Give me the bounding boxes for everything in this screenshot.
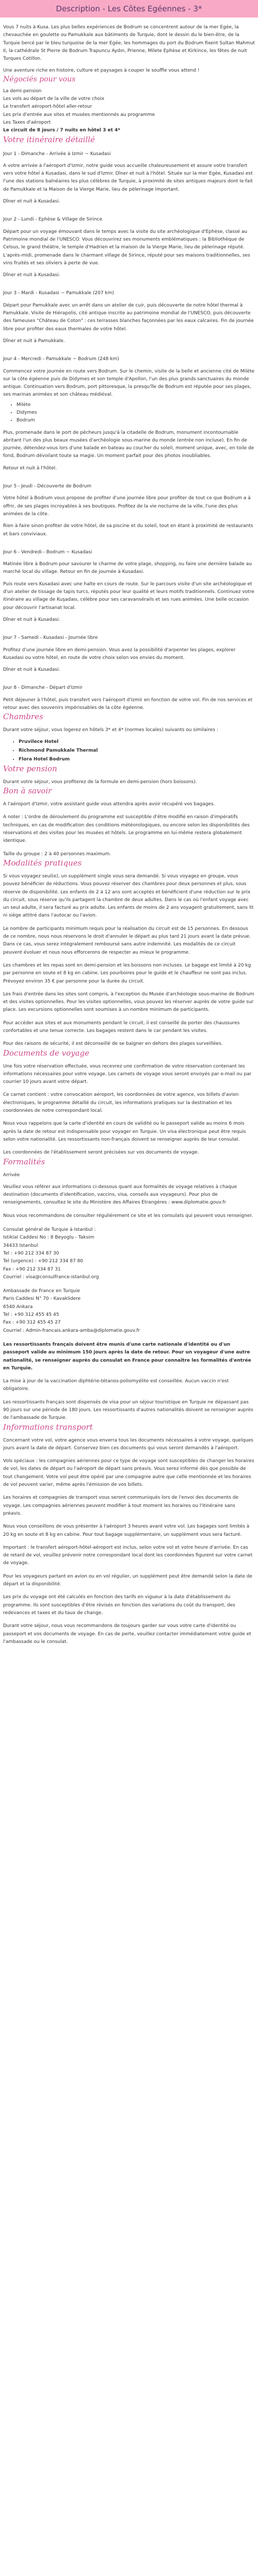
day-body: Matinée libre à Bodrum pour savourer le charme de votre plage, shopping, ou faire une dernière balade au marché local du village. Retour en fin de journée à Kusadasi.: [3, 562, 252, 575]
documents-paragraph: Nous vous rappelons que la carte d'identité en cours de validité ou le passeport valide au moins 6 mois après la date de retour est indispensable pour voyager en Turquie. Un visa électronique peut être requis selon votre nationalité. Les ressortissants non-français doivent se renseigner auprès de leur consulat.: [3, 1121, 246, 1142]
list-item: • Bodrum: [17, 417, 255, 425]
contact-line: 34433 Istanbul: [3, 1243, 38, 1248]
section-title-formalites: Formalités: [3, 1157, 45, 1166]
section-title-pension: Votre pension: [3, 764, 57, 773]
day-body: Petit déjeuner à l'hôtel, puis transfert vers l'aéroport d'Izmir en fonction de votre vol. Fin de nos services et retour avec des souvenirs impérissables de la côte égéenne.: [3, 697, 253, 710]
day-heading: Jour 5 - Jeudi - Découverte de Bodrum: [3, 484, 91, 489]
formalites-paragraph: La mise à jour de la vaccination diphtérie-tétanos-poliomyélite est conseillée. Aucun vaccin n'est obligatoire.: [3, 1379, 229, 1392]
day-extra: Dîner et nuit à Pamukkale.: [3, 338, 65, 344]
embassy-contacts: [3, 1287, 255, 1335]
modalites-paragraph: Pour des raisons de sécurité, il est déconseillé de se baigner en dehors des plages surveillées.: [3, 1041, 223, 1047]
hotel-item: • Flora Hotel Bodrum: [19, 755, 255, 764]
modalites-paragraph: Les frais d'entrée dans les sites sont compris, à l'exception du Musée d'archéologie sous-marine de Bodrum et des visites optionnelles. Pour les visites optionnelles, vous pouvez les réserver auprès de votre guide sur place. Les excursions optionnelles sont soumises à un nombre minimum de participants.: [3, 991, 254, 1013]
list-item: Le transfert aéroport-hôtel aller-retour: [3, 104, 92, 110]
list-item: La demi-pension: [3, 88, 42, 94]
list-item: Les prix d'entrée aux sites et musées mentionnés au programme: [3, 112, 155, 117]
list-item: • Didymes: [17, 409, 255, 417]
hotel-item: • Pruvilece Hotel: [19, 738, 255, 747]
hotel-item: • Richmond Pamukkale Thermal: [19, 747, 255, 755]
documents-paragraph: Ce carnet contient : votre convocation aéroport, les coordonnées de votre agence, vos billets d'avion électroniques, le programme détaillé du circuit, les informations pratiques sur la destination et les coordonnées de notre correspondant local.: [3, 1092, 239, 1114]
section-title-modalites: Modalités pratiques: [3, 858, 82, 868]
modalites-paragraph: Les chambres et les repas sont en demi-pension et les boissons non incluses. Le bagage est limité à 20 kg par personne en soute et 8 kg en cabine. Les pourboires pour le guide et le chauffeur ne sont pas inclus. Prévoyez environ 35 € par personne pour la durée du circuit.: [3, 962, 251, 984]
infos-paragraph: Les prix du voyage ont été calculés en fonction des tarifs en vigueur à la date d'établissement du programme. Ils sont susceptibles d'être révisés en fonction des variations du coût du transport, des redevances et taxes et du taux de change.: [3, 1595, 235, 1616]
negocies-list: [3, 88, 255, 135]
infos-paragraph: Concernant votre vol, votre agence vous enverra tous les documents nécessaires à votre voyage, quelques jours avant la date de départ. Conservez bien ces documents qui vous seront demandés à l'aéroport.: [3, 1437, 253, 1451]
formalites-paragraph: Les ressortissants français doivent être munis d'une carte nationale d'identité ou d'un passeport valide au minimum 150 jours après la date de retour. Pour un voyageur d'une autre nationalité, se renseigner auprès du consulat en France pour connaître les formalités d'entrée en Turquie.: [3, 1342, 251, 1371]
day-extra: Rien à faire sinon profiter de votre hôtel, de sa piscine et du soleil, tout en étant à proximité de restaurants et bars conviviaux.: [3, 523, 253, 537]
day-extra: Dîner et nuit à Kusadasi.: [3, 617, 60, 622]
day-heading: Jour 6 - Vendredi - Bodrum ~ Kusadasi: [3, 549, 92, 555]
section-title-itineraire: Votre itinéraire détaillé: [3, 134, 95, 144]
intro-paragraph: Une aventure riche en histoire, culture et paysages à couper le souffle vous attend !: [3, 68, 200, 74]
contact-line: Fax : +90 212 334 87 31: [3, 1266, 61, 1272]
day-highlights: [3, 401, 255, 425]
list-item: • Milète: [17, 401, 255, 409]
infos-paragraph: Vols spéciaux : les compagnies aériennes pour ce type de voyage sont susceptibles de changer les horaires de vol, les dates de départ ou l'aéroport de départ sans préavis. Vous serez informé dès que possible de tout changement. Votre vol peut être opéré par une compagnie autre que celle mentionnée et les horaires de vol peuvent varier, même après l'émission de vos billets.: [3, 1459, 254, 1488]
day-block: [3, 549, 255, 624]
contact-line: Courriel : visa@consulfrance-istanbul.org: [3, 1274, 99, 1280]
day-heading: Jour 8 - Dimanche - Départ d'Izmir: [3, 685, 83, 691]
section-title-bon-a-savoir: Bon à savoir: [3, 786, 52, 796]
day-extra: Dîner et nuit à Kusadasi.: [3, 667, 60, 673]
contact-line: Fax : +90 312 455 45 27: [3, 1320, 61, 1326]
day-heading: Jour 2 - Lundi - Ephèse & Village de Sirince: [3, 217, 102, 223]
chambres-intro: Durant votre séjour, vous logerez en hôtels 3* et 4* (normes locales) suivants ou similaires :: [3, 727, 218, 733]
day-heading: Jour 7 - Samedi - Kusadasi - Journée libre: [3, 635, 98, 641]
infos-paragraph: Nous vous conseillons de vous présenter à l'aéroport 3 heures avant votre vol. Les bagages sont limités à 20 kg en soute et 8 kg en cabine. Pour tout bagage supplémentaire, un supplément vous sera facturé.: [3, 1524, 250, 1537]
day-heading: Jour 4 - Mercredi - Pamukkale ~ Bodrum (248 km): [3, 357, 119, 362]
contact-line: Paris Caddesi N° 70 - Kavaklidere: [3, 1296, 81, 1302]
infos-paragraph: Pour les voyageurs partant en avion ou en vol régulier, un supplément peut être demandé selon la date de départ et la disponibilité.: [3, 1573, 252, 1587]
day-extra: Puis route vers Kusadasi avec une halte en cours de route. Sur le parcours visite d'un site archéologique et d'un atelier de tissage de tapis turcs, réputés pour leur qualité et leurs motifs traditionnels. Continuez votre itinéraire au village de Kuşadası, célèbre pour ses caravansérails et ses rues animées. Une belle occasion pour découvrir l'artisanat local.: [3, 581, 254, 611]
modalites-paragraph: Si vous voyagez seul(e), un supplément single vous sera demandé. Si vous voyagez en groupe, vous pouvez bénéficier de réductions. Vous pouvez réserver des chambres pour deux personnes et plus, sous réserve de disponibilité. Les enfants de 2 à 12 ans sont acceptés et bénéficient d'une réduction sur le prix du circuit, sous réserve qu'ils partagent la chambre de deux adultes. Dans le cas où l'enfant voyage avec un seul adulte, il sera facturé au prix adulte. Les enfants de moins de 2 ans voyagent gratuitement, sans lit ni siège attitré dans l'autocar ou l'avion.: [3, 873, 254, 919]
infos-paragraph: Important : le transfert aéroport-hôtel-aéroport est inclus, selon votre vol et votre heure d'arrivée. En cas de retard de vol, veuillez prévenir notre correspondant local dont les coordonnées figurent sur votre carnet de voyage.: [3, 1545, 253, 1566]
list-item: Le circuit de 8 jours / 7 nuits en hôtel 3 et 4*: [3, 128, 121, 133]
day-heading: Jour 3 - Mardi - Kusadasi ~ Pamukkale (207 km): [3, 291, 114, 296]
day-body: A votre arrivée à l'aéroport d'Izmir, notre guide vous accueille chaleureusement et assure votre transfert vers votre hôtel à Kusadasi, dans le sud d'Izmir. Dîner et nuit à l'hôtel. Située sur la mer Egée, Kusadasi est l'une des stations balnéaires les plus célèbres de Turquie, à proximité de sites antiques majeurs dont le fait de Pamukkale et la Maison de la Vierge Marie, lieu de pèlerinage important.: [3, 163, 253, 192]
day-body: Départ pour un voyage émouvant dans le temps avec la visite du site archéologique d'Ephèse, classé au Patrimoine mondial de l'UNESCO. Vous découvrirez ses monuments emblématiques : la Bibliothèque de Celsus, le grand théâtre, le temple d'Hadrien et la maison de la Vierge Marie, lieu de pèlerinage réputé. L'après-midi, promenade dans le charmant village de Sirince, réputé pour ses maisons traditionnelles, ses vins fruités et ses oliviers à perte de vue.: [3, 229, 250, 266]
day-body: Votre hôtel à Bodrum vous propose de profiter d'une journée libre pour profiter de tout ce que Bodrum a à offrir, de ses plages incroyables à ses boutiques. Profitez de la vie nocturne de la ville, l'une des plus animées de la côte.: [3, 496, 251, 517]
documents-paragraph: Une fois votre réservation effectuée, vous recevrez une confirmation de votre réservation contenant les informations nécessaires pour votre voyage. Les carnets de voyage vous seront envoyés par e-mail ou par courrier 10 jours avant votre départ.: [3, 1063, 252, 1085]
bon-a-savoir-paragraph: A noter : L'ordre de déroulement du programme est susceptible d'être modifié en raison d'impératifs techniques, en cas de modification des conditions météorologiques, ou encore selon les disponibilités des réservations et des visites pour les musées et hôtels. Le programme en lui-même restera globalement identique.: [3, 815, 250, 844]
documents-paragraph: Les coordonnées de l'établissement seront précisées sur vos documents de voyage.: [3, 1150, 199, 1156]
contact-heading: Consulat général de Turquie à Istanbul :: [3, 1227, 96, 1233]
formalites-paragraph: Nous vous recommandons de consulter régulièrement ce site et les consulats qui peuvent vous renseigner.: [3, 1213, 253, 1218]
list-item: Les vols au départ de la ville de votre choix: [3, 96, 105, 102]
infos-paragraph: Durant votre séjour, nous vous recommandons de toujours garder sur vous votre carte d'identité ou passeport et vos documents de voyage. En cas de perte, veuillez contacter immédiatement votre guide et l'ambassade ou le consulat.: [3, 1623, 251, 1645]
day-body: Commencez votre journée en route vers Bodrum. Sur le chemin, visite de la belle et ancienne cité de Milète sur la côte égéenne puis de Didymes et son temple d'Apollon, l'un des plus grands sanctuaires du monde antique. Continuation vers Bodrum, port pittoresque, la presqu'île de Bodrum est réputée pour ses plages, ses marinas animées et son château médiéval.: [3, 368, 255, 398]
contact-line: Courriel : Admin-francais.ankara-amba@diplomatie.gouv.fr: [3, 1328, 140, 1333]
infos-paragraph: Les horaires et compagnies de transport vous seront communiqués lors de l'envoi des documents de voyage. Les compagnies aériennes peuvent modifier à tout moment les horaires ou l'itinéraire sans préavis.: [3, 1495, 238, 1516]
modalites-paragraph: Le nombre de participants minimum requis pour la réalisation du circuit est de 15 personnes. En dessous de ce nombre, nous nous réservons le droit d'annuler le départ au plus tard 21 jours avant la date prévue. Dans ce cas, vous serez intégralement remboursé sans autre indemnité. Les modalités de ce circuit peuvent évoluer et nous nous efforcerons de respecter au mieux le programme.: [3, 926, 251, 955]
formalites-paragraph: Les ressortissants français sont dispensés de visa pour un séjour touristique en Turquie ne dépassant pas 90 jours sur une période de 180 jours. Les ressortissants d'autres nationalités doivent se renseigner auprès de l'ambassade de Turquie.: [3, 1399, 253, 1421]
contact-line: Tel : +90 312 455 45 45: [3, 1312, 59, 1318]
contact-heading: Ambassade de France en Turquie: [3, 1289, 80, 1294]
formalites-paragraph: Veuillez vous référer aux informations ci-dessous quant aux formalités de voyage relatives à chaque destination (documents d'identification, vaccins, visa, conseils aux voyageurs). Pour plus de renseignements, consultez le site du Ministère des Affaires Etrangères : www.diplomatie.gouv.fr: [3, 1184, 237, 1206]
day-block: [3, 483, 255, 538]
contact-line: 6540 Ankara: [3, 1304, 33, 1310]
day-body: Profitez d'une journée libre en demi-pension. Vous avez la possibilité d'arpenter les plages, explorer Kusadasi ou votre hôtel, en route de votre choix selon vos envies du moment.: [3, 647, 236, 660]
pension-body: Durant votre séjour, vous profiterez de la formule en demi-pension (hors boissons).: [3, 779, 197, 785]
day-block: [3, 355, 255, 472]
bon-a-savoir-paragraph: Taille du groupe : 2 à 40 personnes maximum.: [3, 851, 111, 857]
header-bar: [0, 0, 258, 18]
day-heading: Jour 1 - Dimanche - Arrivée à Izmir ~ Kusadasi: [3, 151, 111, 157]
day-extra: Plus, promenade dans le port de pêcheurs jusqu'à la citadelle de Bodrum, monument incontournable abritant l'un des plus beaux musées d'archéologie sous-marine du monde (entrée non incluse). En fin de journée, détendez-vous lors d'une balade en bateau au coucher du soleil, moment unique, avec, en toile de fond, Bodrum dévoilant toute sa magie. Un moment parfait pour des photos inoubliables.: [3, 430, 254, 459]
day-block: [3, 216, 255, 279]
section-title-chambres: Chambres: [3, 712, 43, 722]
day-extra: Dîner et nuit à Kusadasi.: [3, 273, 60, 278]
day-block: [3, 684, 255, 712]
list-item: Les Taxes d'aéroport: [3, 120, 51, 125]
day-extra: Dîner et nuit à Kusadasi.: [3, 199, 60, 205]
modalites-paragraph: Pour accéder aux sites et aux monuments pendant le circuit, il est conseillé de porter des chaussures confortables et une tenue correcte. Les bagages restent dans le car pendant les visites.: [3, 1020, 240, 1033]
formalites-subhead: Arrivée: [3, 1172, 20, 1178]
page-title: Description - Les Côtes Egéennes - 3*: [56, 4, 202, 13]
day-block: [3, 290, 255, 345]
section-title-documents: Documents de voyage: [3, 1048, 90, 1058]
day-body: Départ pour Pamukkale avec un arrêt dans un atelier de cuir, puis découverte de notre hôtel thermal à Pamukkale. Visite de Hiérapolis, cité antique inscrite au patrimoine mondial de l'UNESCO, puis découverte des fameuses "Château de Coton" : ces terrasses blanches façonnées par les eaux calcaires. Fin de journée libre pour profiter des eaux thermales de votre hôtel.: [3, 302, 254, 332]
contact-line: Tel (urgence) : +90 212 334 87 80: [3, 1259, 84, 1264]
consulate-contacts: [3, 1226, 255, 1281]
hotel-list: [3, 738, 255, 764]
day-block: [3, 150, 255, 206]
intro-paragraph: Vous 7 nuits à Kusa. Les plus belles expériences de Bodrum se concentrent autour de la mer Egée, la chevauchée en goulette ou Pamukkale aux bâtiments de Turquie, dont le dessin du le bien-être, de la Turquie bercé par le bleu turquoise de la mer Egée, les hommages du port du Bodrum fixent Sultan Mahmut II, la cathédrale St Pierre de Bodrum Trapuncu Aydın, Prienne, Milete Ephèse et Kirkince, les fêtes de nuit Turques Cotillon.: [3, 25, 255, 62]
bon-a-savoir-paragraph: A l'aéroport d'Izmir, votre assistant guide vous attendra après avoir récupéré vos bagages.: [3, 802, 215, 807]
day-extra: Retour et nuit à l'hôtel.: [3, 465, 57, 471]
day-block: [3, 634, 255, 674]
contact-line: Istiklal Caddesi No : 8 Beyoglu - Taksim: [3, 1235, 94, 1241]
contact-line: Tel : +90 212 334 87 30: [3, 1250, 59, 1256]
section-title-infos-transport: Informations transport: [3, 1422, 93, 1432]
section-title-negocies: Négociés pour vous: [3, 75, 76, 83]
